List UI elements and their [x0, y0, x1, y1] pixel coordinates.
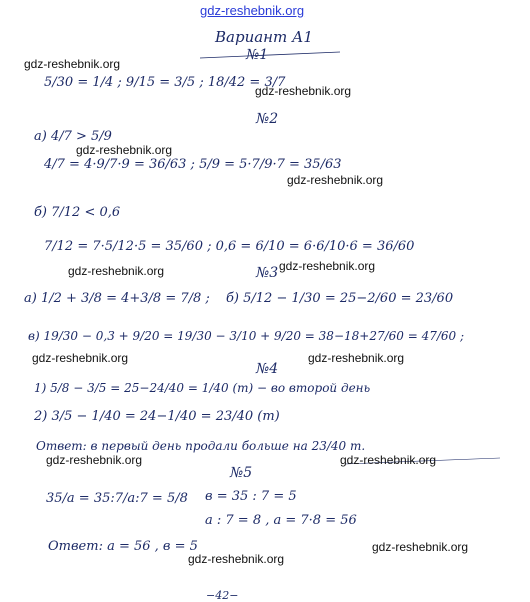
task4-step1: 1) 5/8 − 3/5 = 25−24/40 = 1/40 (т) − во второй день [34, 381, 371, 395]
task4-step2: 2) 3/5 − 1/40 = 24−1/40 = 23/40 (т) [34, 409, 280, 424]
watermark: gdz-reshebnik.org [68, 264, 165, 278]
task3-a: а) 1/2 + 3/8 = 4+3/8 = 7/8 ; [24, 291, 210, 306]
task4-answer: Ответ: в первый день продали больше на 23/40 т. [36, 439, 366, 453]
task2-b-work: 7/12 = 7·5/12·5 = 35/60 ; 0,6 = 6/10 = 6·6/10·6 = 36/60 [44, 239, 415, 254]
task-number-5: №5 [230, 465, 253, 481]
watermark: gdz-reshebnik.org [46, 453, 143, 467]
watermark: gdz-reshebnik.org [372, 540, 469, 554]
task5-answer: Ответ: a = 56 , в = 5 [48, 539, 198, 554]
watermark-top[interactable]: gdz-reshebnik.org [200, 3, 305, 18]
task-number-2: №2 [256, 111, 279, 127]
task5-a-value: a : 7 = 8 , a = 7·8 = 56 [205, 513, 357, 528]
watermark: gdz-reshebnik.org [308, 351, 405, 365]
task2-b-statement: б) 7/12 < 0,6 [34, 205, 121, 220]
watermark: gdz-reshebnik.org [255, 84, 352, 98]
task-number-1: №1 [246, 47, 269, 63]
watermark: gdz-reshebnik.org [287, 173, 384, 187]
task-number-3: №3 [256, 265, 279, 281]
task5-proportion: 35/a = 35:7/a:7 = 5/8 [46, 491, 188, 506]
watermark: gdz-reshebnik.org [279, 259, 376, 273]
watermark: gdz-reshebnik.org [340, 453, 437, 467]
task3-b: б) 5/12 − 1/30 = 25−2/60 = 23/60 [226, 291, 454, 306]
watermark: gdz-reshebnik.org [32, 351, 129, 365]
watermark: gdz-reshebnik.org [188, 552, 285, 566]
task3-c: в) 19/30 − 0,3 + 9/20 = 19/30 − 3/10 + 9/20 = 38−18+27/60 = 47/60 ; [28, 329, 465, 343]
variant-heading: Вариант А1 [215, 28, 313, 46]
task1-line: 5/30 = 1/4 ; 9/15 = 3/5 ; 18/42 = 3/7 [44, 75, 286, 90]
watermark: gdz-reshebnik.org [24, 57, 121, 71]
task-number-4: №4 [256, 361, 279, 377]
watermark: gdz-reshebnik.org [76, 143, 173, 157]
page-number: −42− [206, 589, 239, 602]
task5-b-value: в = 35 : 7 = 5 [205, 489, 297, 504]
task2-a-work: 4/7 = 4·9/7·9 = 36/63 ; 5/9 = 5·7/9·7 = 35/63 [44, 157, 342, 172]
task2-a-statement: а) 4/7 > 5/9 [34, 129, 112, 144]
heading-underline [200, 52, 340, 58]
